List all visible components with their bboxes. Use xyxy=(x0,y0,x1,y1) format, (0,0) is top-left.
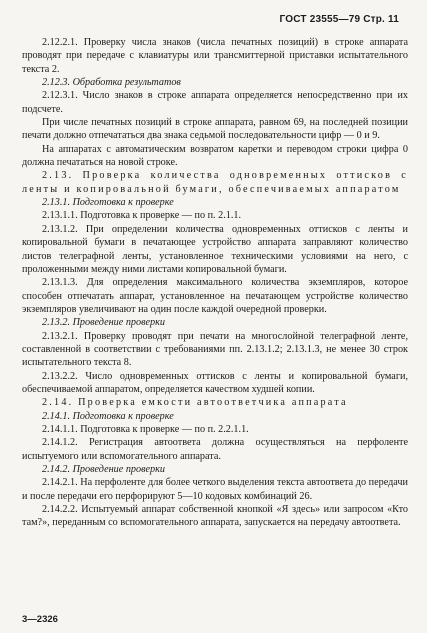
paragraph: 2.12.3.1. Число знаков в строке аппарата определяется непосредственно при их подсчете. xyxy=(22,90,408,115)
paragraph: 2.14.1. Подготовка к проверке xyxy=(42,410,174,422)
document-body xyxy=(22,36,408,530)
paragraph: 2.13.2.2. Число одновременных оттисков с ленты и копировальной бумаги, обеспечиваемой аппаратом, определяется качеством худшей копии. xyxy=(22,370,408,395)
paragraph: 2.14.2.1. На перфоленте для более четкого выделения текста автоответа до передачи и после передачи его перфорируют 5—10 кодовых комбинаций 26. xyxy=(22,477,408,502)
paragraph: 2.13.1. Подготовка к проверке xyxy=(42,197,174,209)
paragraph: 2.12.2.1. Проверку числа знаков (числа печатных позиций) в строке аппарата проводят при передаче с клавиатуры или трансмиттерной приставки испытательного текста 2. xyxy=(22,37,408,75)
paragraph: 2.13.1.1. Подготовка к проверке — по п. 2.1.1. xyxy=(42,210,242,222)
page-header: ГОСТ 23555—79 Стр. 11 xyxy=(279,14,399,25)
paragraph: 2.14. Проверка емкости автоответчика аппарата xyxy=(42,397,348,409)
paragraph: 2.14.2. Проведение проверки xyxy=(42,464,165,475)
paragraph: 2.13. Проверка количества одновременных оттисков с ленты и копировальной бумаги, обеспечиваемых аппаратом xyxy=(22,170,408,195)
paragraph: 2.14.2.2. Испытуемый аппарат собственной кнопкой «Я здесь» или запросом «Кто там?», переданным со вспомогательного аппарата, запускается на передачу автоответа. xyxy=(22,504,408,529)
paragraph: 2.13.1.3. Для определения максимального количества экземпляров, которое способен отпечатать аппарат, установленное на печатающем устройстве количество экземпляров увеличивают на один после каждой очередной проверки. xyxy=(22,277,408,315)
paragraph: 2.13.2.1. Проверку проводят при печати на многослойной телеграфной ленте, составленной в соответствии с требованиями пп. 2.13.1.2; 2.13.1.3, не менее 30 строк испытательного текста 8. xyxy=(22,330,408,369)
paragraph: 2.12.3. Обработка результатов xyxy=(42,77,181,89)
paragraph: 2.14.1.1. Подготовка к проверке — по п. 2.2.1.1. xyxy=(42,423,249,435)
paragraph: 2.13.2. Проведение проверки xyxy=(42,317,165,329)
paragraph: При числе печатных позиций в строке аппарата, равном 69, на последней позиции печати должно отпечататься два знака седьмой последовательности цифр — 0 и 9. xyxy=(22,117,408,142)
paragraph: 2.14.1.2. Регистрация автоответа должна осуществляться на перфоленте испытуемого или вспомогательного аппарата. xyxy=(22,437,408,462)
paragraph: На аппаратах с автоматическим возвратом каретки и переводом строки цифра 0 должна печататься на новой строке. xyxy=(22,143,408,169)
paragraph: 2.13.1.2. При определении количества одновременных оттисков с ленты и копировальной бумаги в печатающее устройство аппарата заправляют количество листов телеграфной ленты, установленное техническими условиями на него, с проложенными между ними листами копировальной бумаги. xyxy=(22,223,408,275)
page-footer: 3—2326 xyxy=(22,614,58,625)
